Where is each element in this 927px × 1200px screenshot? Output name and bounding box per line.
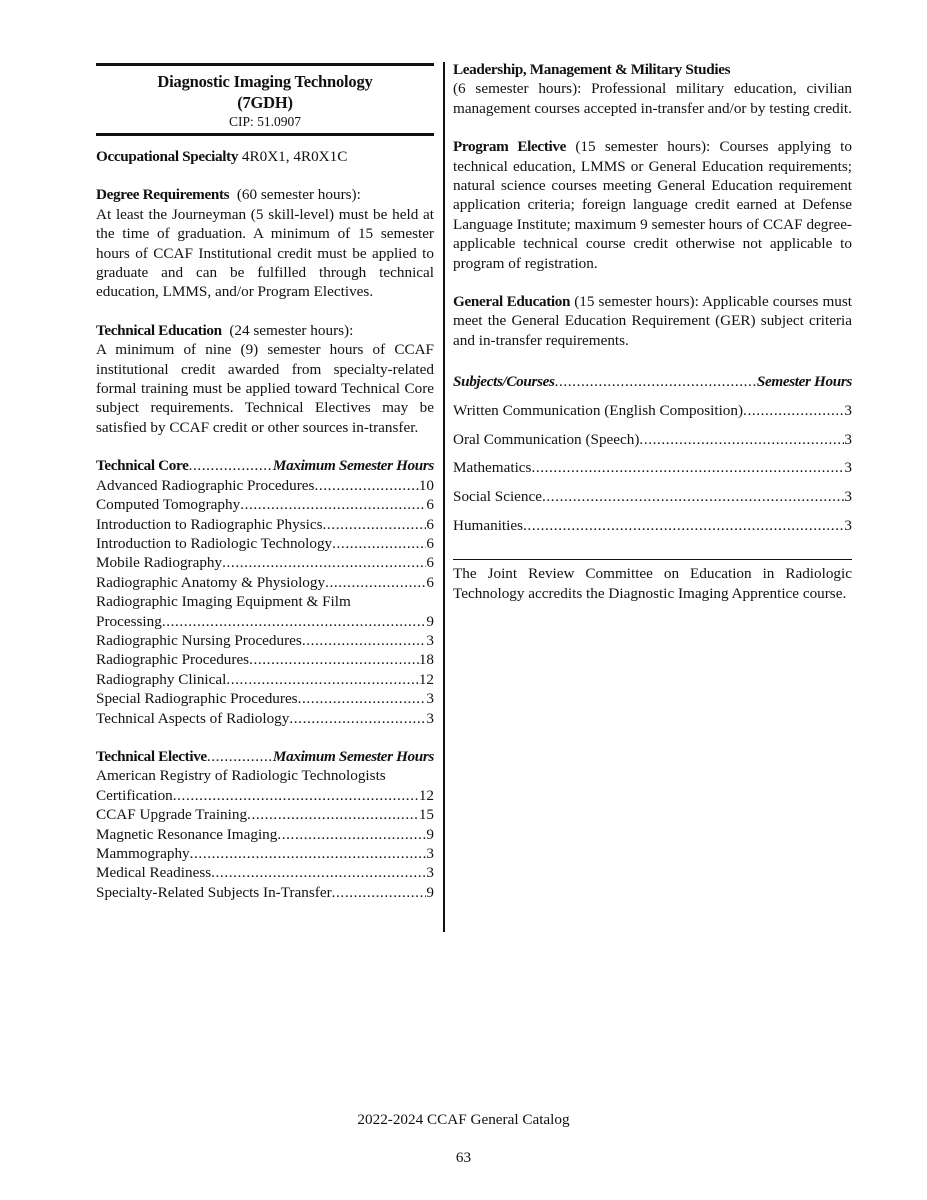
accreditation-note: The Joint Review Committee on Education in Radiologic Technology accredits the Diagnostic Imaging Apprentice course. (453, 559, 852, 603)
technical-elective-label: Technical Elective (96, 747, 207, 765)
course-name: Certification (96, 786, 173, 804)
list-item (96, 863, 434, 882)
degree-requirements-hours: (60 semester hours): (229, 186, 361, 204)
list-item (96, 515, 434, 534)
course-hours: 3 (426, 709, 434, 727)
subject-name: Humanities (453, 516, 524, 534)
leader-dots (162, 612, 427, 631)
cip-code: CIP: 51.0907 (228, 114, 301, 129)
leader-dots (207, 747, 273, 766)
leader-dots (298, 689, 427, 708)
leader-dots (314, 476, 418, 495)
leader-dots (249, 650, 419, 669)
leader-dots (247, 805, 419, 824)
program-title: Diagnostic Imaging Technology (157, 72, 373, 91)
leader-dots (743, 401, 844, 420)
course-hours: 9 (426, 825, 434, 843)
list-item (96, 650, 434, 669)
leader-dots (302, 631, 427, 650)
course-hours: 6 (426, 573, 434, 591)
course-name: Special Radiographic Procedures (96, 690, 298, 708)
catalog-footer: 2022-2024 CCAF General Catalog (357, 1111, 570, 1128)
course-name-line1: Radiographic Imaging Equipment & Film (96, 593, 351, 611)
leader-dots (325, 573, 426, 592)
technical-core-header (96, 456, 434, 475)
column-divider (443, 62, 445, 932)
subject-name: Oral Communication (Speech) (453, 430, 640, 448)
technical-elective-header (96, 747, 434, 766)
list-item (453, 516, 852, 535)
course-hours: 18 (418, 651, 434, 669)
list-item (96, 844, 434, 863)
subject-hours: 3 (844, 401, 852, 419)
subject-name: Social Science (453, 488, 542, 506)
course-hours: 9 (426, 883, 434, 901)
leader-dots (211, 863, 426, 882)
leader-dots (190, 844, 427, 863)
list-item (453, 487, 852, 506)
list-item (96, 573, 434, 592)
course-hours: 3 (426, 690, 434, 708)
course-name: Radiography Clinical (96, 670, 227, 688)
course-hours: 15 (418, 806, 434, 824)
subject-name: Written Communication (English Composition) (453, 401, 744, 419)
list-item (96, 689, 434, 708)
course-name: Processing (96, 612, 162, 630)
subject-hours: 3 (844, 488, 852, 506)
lmms-label: Leadership, Management & Military Studies (453, 61, 731, 78)
subject-hours: 3 (844, 516, 852, 534)
general-education-text: (15 semester hours): Applicable courses must meet the General Education Requirement (GER) subject criteria and in-transfer requirements. (453, 293, 852, 349)
course-name: Medical Readiness (96, 864, 212, 882)
subject-hours: 3 (844, 430, 852, 448)
leader-dots (173, 786, 419, 805)
subjects-header (453, 372, 852, 391)
technical-education-text: A minimum of nine (9) semester hours of CCAF institutional credit awarded from specialty-related formal training must be applied toward Technical Core subject requirements. Technical Electives may be satisfied by CCAF credit or other sources in-transfer. (96, 341, 434, 436)
list-item (96, 825, 434, 844)
course-name: Advanced Radiographic Procedures (96, 476, 315, 494)
subject-name: Mathematics (453, 459, 532, 477)
course-name: Radiographic Procedures (96, 651, 250, 669)
technical-education-label: Technical Education (96, 321, 222, 339)
occupational-specialty-value: 4R0X1, 4R0X1C (238, 148, 348, 165)
technical-core (96, 456, 434, 728)
course-hours: 10 (418, 476, 434, 494)
leader-dots (542, 487, 844, 506)
course-name: Mobile Radiography (96, 554, 223, 572)
course-name: Introduction to Radiographic Physics (96, 515, 323, 533)
degree-requirements-text: At least the Journeyman (5 skill-level) must be held at the time of graduation. A minimum of 15 semester hours of CCAF Institutional credit must be applied to graduate and can be fulfilled through technical education, LMMS, and/or Program Electives. (96, 205, 434, 301)
leader-dots (189, 456, 273, 475)
list-item (453, 430, 852, 449)
course-hours: 9 (426, 612, 434, 630)
left-column (96, 60, 434, 902)
technical-elective (96, 747, 434, 902)
list-item (96, 709, 434, 728)
course-name: Magnetic Resonance Imaging (96, 825, 278, 843)
course-name: Specialty-Related Subjects In-Transfer (96, 883, 332, 901)
occupational-specialty (96, 147, 434, 166)
leader-dots (523, 516, 844, 535)
technical-core-label: Technical Core (96, 457, 189, 475)
list-item (96, 786, 434, 805)
occupational-specialty-label: Occupational Specialty (96, 148, 239, 165)
course-name: Mammography (96, 845, 190, 862)
course-name: CCAF Upgrade Training (96, 806, 248, 824)
general-education (453, 292, 852, 350)
course-hours: 12 (418, 670, 434, 688)
subject-hours: 3 (844, 459, 852, 477)
leader-dots (226, 670, 418, 689)
degree-requirements (96, 185, 434, 301)
course-hours: 3 (426, 864, 434, 882)
course-name-line1: American Registry of Radiologic Technologists (96, 767, 386, 785)
program-elective-text: (15 semester hours): Courses applying to technical education, LMMS or General Education requirements; natural science courses meeting General Education requirement application criteria; foreign language credit earned at Defense Language Institute; maximum 9 semester hours of CCAF degree-applicable technical course credit otherwise not applicable to program of registration. (453, 138, 852, 272)
leader-dots (323, 515, 427, 534)
course-name: Introduction to Radiologic Technology (96, 534, 333, 552)
course-hours: 6 (426, 515, 434, 533)
program-elective (453, 137, 852, 273)
technical-core-hours-label: Maximum Semester Hours (272, 457, 434, 475)
list-item (453, 401, 852, 420)
course-hours: 6 (426, 554, 434, 572)
list-item (96, 670, 434, 689)
list-item (96, 805, 434, 824)
leader-dots (555, 372, 757, 391)
course-hours: 6 (426, 534, 434, 552)
course-name: Radiographic Anatomy & Physiology (96, 573, 326, 591)
technical-elective-hours-label: Maximum Semester Hours (272, 747, 434, 765)
course-name: Computed Tomography (96, 496, 241, 514)
course-hours: 3 (426, 845, 434, 862)
subjects-header-left: Subjects/Courses (453, 373, 555, 391)
leader-dots (240, 495, 426, 514)
list-item (96, 476, 434, 495)
leader-dots (332, 883, 427, 902)
course-hours: 3 (426, 631, 434, 649)
program-elective-label: Program Elective (453, 138, 567, 156)
page-number: 63 (455, 1149, 472, 1166)
list-item (96, 553, 434, 572)
list-item (96, 534, 434, 553)
general-education-label: General Education (453, 293, 571, 311)
leader-dots (531, 458, 844, 477)
leader-dots (222, 553, 426, 572)
leader-dots (289, 709, 426, 728)
list-item (96, 612, 434, 631)
leader-dots (277, 825, 426, 844)
technical-education (96, 321, 434, 437)
degree-requirements-label: Degree Requirements (96, 186, 230, 204)
list-item (453, 458, 852, 477)
list-item (96, 631, 434, 650)
list-item (96, 495, 434, 514)
program-code: (7GDH) (237, 93, 293, 112)
right-column (453, 60, 852, 603)
leader-dots (332, 534, 426, 553)
subjects-header-right: Semester Hours (756, 373, 852, 391)
course-hours: 12 (418, 786, 434, 804)
course-hours: 6 (426, 496, 434, 514)
lmms-section (453, 60, 852, 118)
leader-dots (639, 430, 844, 449)
course-name: Technical Aspects of Radiology (96, 709, 290, 727)
lmms-text: (6 semester hours): Professional military education, civilian management courses accepted in-transfer and/or by testing credit. (453, 80, 852, 117)
technical-education-hours: (24 semester hours): (221, 321, 354, 339)
course-name: Radiographic Nursing Procedures (96, 631, 302, 649)
program-title-box (96, 63, 434, 136)
list-item (96, 883, 434, 902)
